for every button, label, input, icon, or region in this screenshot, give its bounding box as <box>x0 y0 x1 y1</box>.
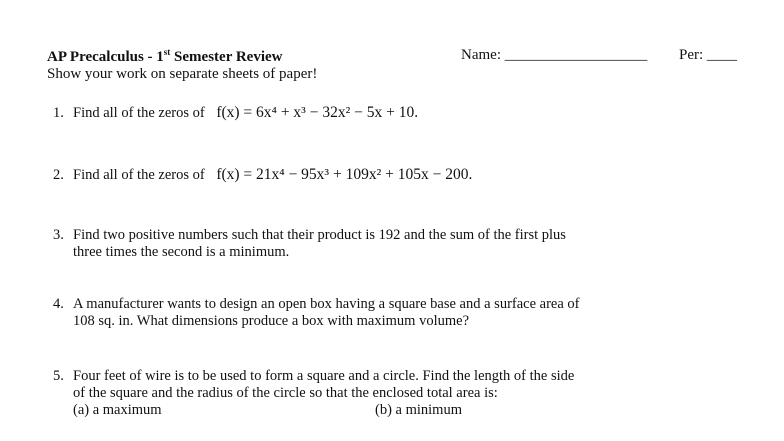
question-number: 4. <box>53 296 64 312</box>
question-text: Find all of the zeros of <box>73 167 205 183</box>
question-5 <box>53 368 574 419</box>
question-1 <box>53 104 418 122</box>
question-4 <box>53 296 580 330</box>
option-b: (b) a minimum <box>375 402 462 418</box>
question-formula: f(x) = 21x⁴ − 95x³ + 109x² + 105x − 200. <box>216 166 473 183</box>
question-text: Find two positive numbers such that their product is 192 and the sum of the first plus <box>73 227 566 243</box>
name-field: Name: ___________________ <box>461 47 648 63</box>
question-number: 2. <box>53 167 64 183</box>
question-text-continued: of the square and the radius of the circle so that the enclosed total area is: <box>73 385 498 401</box>
question-number: 5. <box>53 368 64 384</box>
question-3 <box>53 227 566 261</box>
question-text-continued: 108 sq. in. What dimensions produce a box with maximum volume? <box>73 313 470 329</box>
question-text: Find all of the zeros of <box>73 105 205 121</box>
page-title: AP Precalculus - 1st Semester Review <box>47 47 283 65</box>
question-2 <box>53 166 472 184</box>
question-text: A manufacturer wants to design an open box having a square base and a surface area of <box>73 296 580 312</box>
period-field: Per: ____ <box>679 47 737 63</box>
question-number: 3. <box>53 227 64 243</box>
question-text-continued: three times the second is a minimum. <box>73 244 290 260</box>
question-text: Four feet of wire is to be used to form a square and a circle. Find the length of the side <box>73 368 575 384</box>
option-a: (a) a maximum <box>73 402 162 418</box>
answer-options <box>53 402 574 419</box>
question-formula: f(x) = 6x⁴ + x³ − 32x² − 5x + 10. <box>216 104 419 121</box>
instructions: Show your work on separate sheets of paper! <box>47 66 318 82</box>
question-number: 1. <box>53 105 64 121</box>
